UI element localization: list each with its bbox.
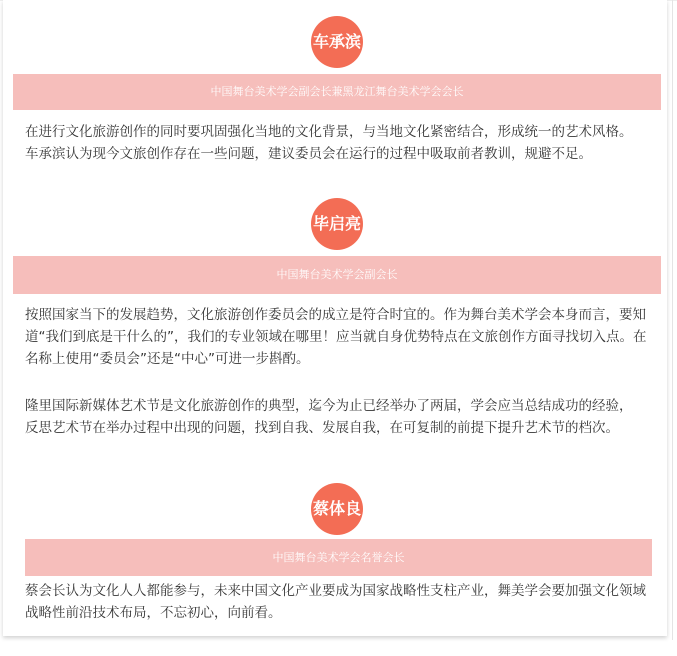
speaker-name-badge: 蔡体良 [311,483,363,535]
speaker-paragraph: 在进行文化旅游创作的同时要巩固强化当地的文化背景，与当地文化紧密结合，形成统一的艺术风格。车承滨认为现今文旅创作存在一些问题，建议委员会在运行的过程中吸取前者教训，规避不足。 [25,124,633,162]
speaker-title-band: 中国舞台美术学会副会长兼黑龙江舞台美术学会会长 [13,74,661,110]
speaker-paragraph: 蔡会长认为文化人人都能参与，未来中国文化产业要成为国家战略性支柱产业，舞美学会要加强文化领域战略性前沿技术布局，不忘初心，向前看。 [25,583,646,621]
scroll-edge [672,0,673,640]
speaker-title-band: 中国舞台美术学会名誉会长 [25,539,652,576]
speaker-name-badge: 毕启亮 [311,198,363,250]
speaker-title-band: 中国舞台美术学会副会长 [13,256,661,294]
speaker-name-badge: 车承滨 [311,16,363,68]
speaker-paragraph: 按照国家当下的发展趋势，文化旅游创作委员会的成立是符合时宜的。作为舞台美术学会本身而言，要知道“我们到底是干什么的”，我们的专业领域在哪里！应当就自身优势特点在文旅创作方面寻找切入点。在名称上使用“委员会”还是“中心”可进一步斟酌。 [25,307,647,367]
speaker-paragraph: 隆里国际新媒体艺术节是文化旅游创作的典型，迄今为止已经举办了两届，学会应当总结成功的经验，反思艺术节在举办过程中出现的问题，找到自我、发展自我，在可复制的前提下提升艺术节的档次。 [25,398,633,436]
